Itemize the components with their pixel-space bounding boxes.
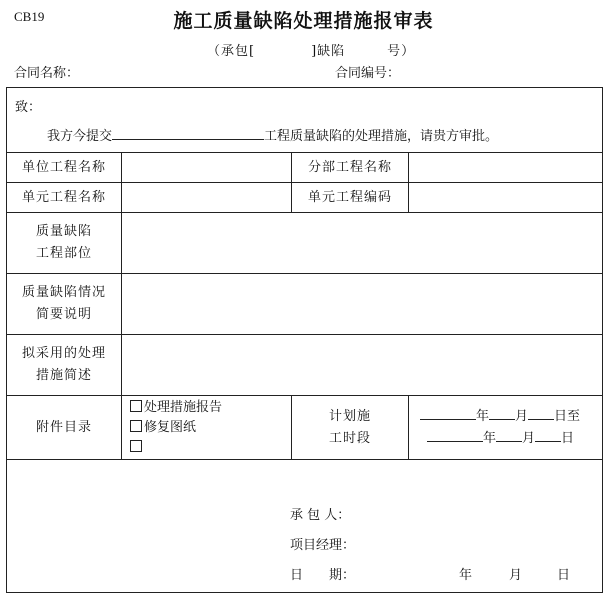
defect-location-label-line1: 质量缺陷 <box>35 224 92 239</box>
date-day-label: 日 <box>557 568 571 583</box>
start-day-blank[interactable] <box>528 406 554 420</box>
plan-period-label-line1: 计划施 <box>328 408 371 424</box>
plan-period-value <box>409 396 603 460</box>
defect-location-label-line2: 工程部位 <box>35 246 92 261</box>
start-day-label: 日至 <box>554 408 581 424</box>
element-project-name-value[interactable] <box>122 183 292 213</box>
form-table <box>6 87 603 593</box>
end-year-blank[interactable] <box>427 428 483 442</box>
statement-suffix: 工程质量缺陷的处理措施，请贵方审批。 <box>264 129 499 144</box>
contract-name-label: 合同名称： <box>14 66 80 81</box>
attachments-label: 附件目录 <box>7 396 122 460</box>
start-month-label: 月 <box>515 408 529 424</box>
element-project-code-value[interactable] <box>409 183 603 213</box>
division-project-name-value[interactable] <box>409 153 603 183</box>
division-project-name-label: 分部工程名称 <box>292 153 409 183</box>
form-title: 施工质量缺陷处理措施报审表 <box>173 10 434 32</box>
element-project-name-label: 单元工程名称 <box>7 183 122 213</box>
project-blank-line[interactable] <box>112 126 264 140</box>
start-year-blank[interactable] <box>420 406 476 420</box>
measures-label-line2: 措施简述 <box>35 368 92 383</box>
measures-value[interactable] <box>122 335 603 396</box>
attachment-item-drawings-label: 修复图纸 <box>144 419 197 435</box>
unit-project-name-value[interactable] <box>122 153 292 183</box>
defect-location-label <box>7 213 122 274</box>
defect-description-label <box>7 274 122 335</box>
period-end <box>409 428 602 450</box>
defect-description-label-line2: 简要说明 <box>35 307 92 322</box>
plan-period-label-line2: 工时段 <box>328 430 371 446</box>
contract-number-label: 合同编号： <box>335 66 401 81</box>
end-month-blank[interactable] <box>496 428 522 442</box>
checkbox-icon[interactable] <box>130 400 142 412</box>
element-project-code-label: 单元工程编码 <box>292 183 409 213</box>
attachment-item-report-label: 处理措施报告 <box>144 399 223 415</box>
end-day-label: 日 <box>561 430 575 446</box>
contractor-label: 承 包 人： <box>290 508 351 523</box>
date-year-label: 年 <box>459 568 473 583</box>
start-year-label: 年 <box>476 408 490 424</box>
end-month-label: 月 <box>522 430 536 446</box>
form-subtitle: （承包[ ]缺陷 号） <box>207 44 416 59</box>
signature-section <box>7 460 603 593</box>
attachment-item-report[interactable] <box>130 398 291 418</box>
statement <box>47 125 498 144</box>
statement-prefix: 我方今提交 <box>47 129 113 144</box>
attachment-item-drawings[interactable] <box>130 418 291 438</box>
measures-label-line1: 拟采用的处理 <box>21 346 106 361</box>
end-day-blank[interactable] <box>535 428 561 442</box>
plan-period-label <box>292 396 409 460</box>
unit-project-name-label: 单位工程名称 <box>7 153 122 183</box>
date-month-label: 月 <box>509 568 523 583</box>
date-label: 日 期： <box>290 568 356 583</box>
end-year-label: 年 <box>483 430 497 446</box>
defect-description-label-line1: 质量缺陷情况 <box>21 285 106 300</box>
checkbox-icon[interactable] <box>130 440 142 452</box>
defect-location-value[interactable] <box>122 213 603 274</box>
start-month-blank[interactable] <box>489 406 515 420</box>
attachment-item-other[interactable] <box>130 438 291 458</box>
form-code: CB19 <box>14 9 45 24</box>
period-start <box>409 406 602 428</box>
measures-label <box>7 335 122 396</box>
intro-cell <box>7 88 603 153</box>
to-label: 致： <box>15 100 42 115</box>
defect-description-value[interactable] <box>122 274 603 335</box>
checkbox-icon[interactable] <box>130 420 142 432</box>
project-manager-label: 项目经理： <box>290 538 356 553</box>
attachments-list <box>122 396 292 460</box>
